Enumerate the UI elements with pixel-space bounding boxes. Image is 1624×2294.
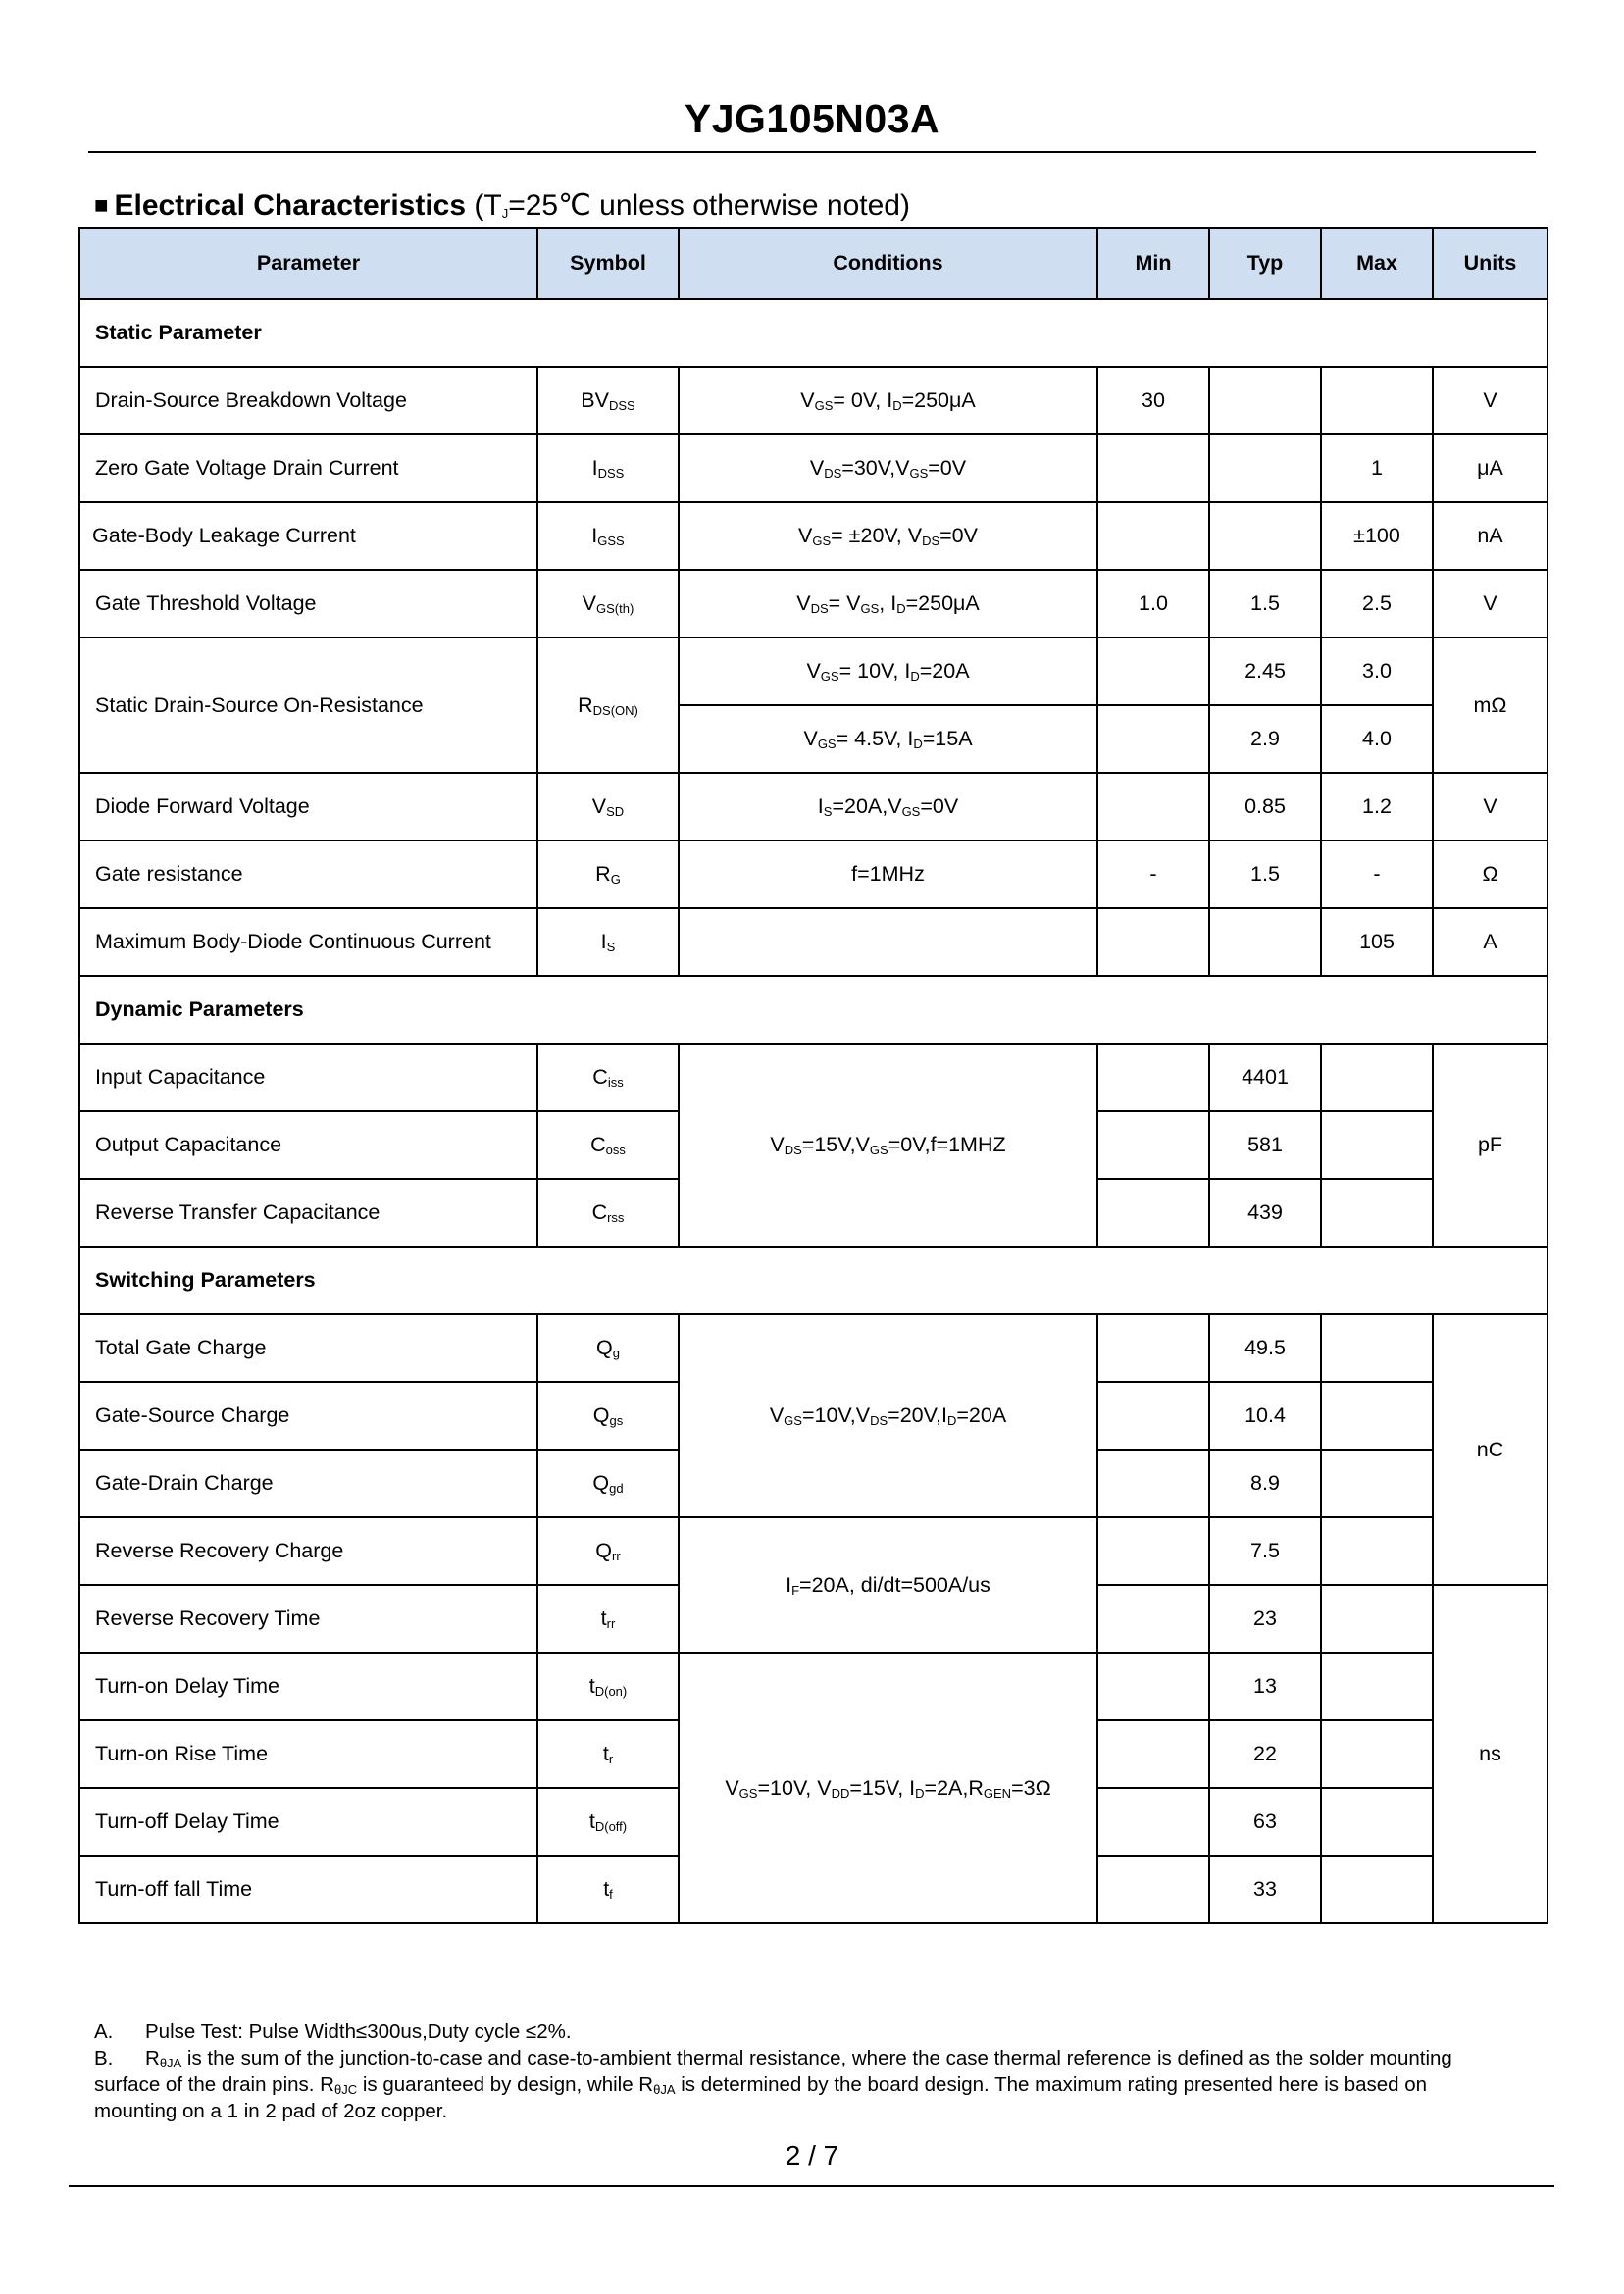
param-cell: Zero Gate Voltage Drain Current — [79, 434, 537, 502]
table-row — [79, 1653, 1548, 1720]
conditions-cell: $I_F=20A$, di/dt=500A/us — [679, 1517, 1097, 1653]
symbol-cell: $Q_g$ — [537, 1314, 679, 1382]
typ-cell: 1.5 — [1209, 841, 1321, 908]
max-cell — [1321, 1179, 1433, 1247]
footnotes — [94, 2018, 1497, 2124]
max-cell: - — [1321, 841, 1433, 908]
typ-cell — [1209, 908, 1321, 976]
table-row — [79, 1044, 1548, 1111]
min-cell — [1097, 1450, 1209, 1517]
min-cell — [1097, 1788, 1209, 1856]
table-row — [79, 434, 1548, 502]
symbol-cell: $C_{iss}$ — [537, 1044, 679, 1111]
typ-cell: 23 — [1209, 1585, 1321, 1653]
param-cell: Output Capacitance — [79, 1111, 537, 1179]
symbol-cell: $C_{rss}$ — [537, 1179, 679, 1247]
section-cond-post: =25℃ unless otherwise noted) — [508, 189, 910, 222]
symbol-cell: $C_{oss}$ — [537, 1111, 679, 1179]
section-cond-sub: J — [501, 206, 509, 221]
symbol-cell: $t_{D(off)}$ — [537, 1788, 679, 1856]
table-row — [79, 367, 1548, 434]
max-cell — [1321, 1382, 1433, 1450]
units-cell: ns — [1433, 1585, 1548, 1923]
param-cell: Turn-off fall Time — [79, 1856, 537, 1923]
min-cell — [1097, 773, 1209, 841]
page-title: YJG105N03A — [684, 96, 940, 141]
max-cell — [1321, 1450, 1433, 1517]
typ-cell: 22 — [1209, 1720, 1321, 1788]
section-cond-pre: (T — [474, 189, 502, 222]
min-cell — [1097, 1044, 1209, 1111]
symbol-cell: $I_{GSS}$ — [537, 502, 679, 570]
max-cell: 1.2 — [1321, 773, 1433, 841]
symbol-cell: $t_r$ — [537, 1720, 679, 1788]
symbol-cell: $t_{D(on)}$ — [537, 1653, 679, 1720]
units-cell: mΩ — [1433, 637, 1548, 773]
typ-cell: 63 — [1209, 1788, 1321, 1856]
typ-cell: 10.4 — [1209, 1382, 1321, 1450]
table-row — [79, 502, 1548, 570]
units-cell: A — [1433, 908, 1548, 976]
units-cell: Ω — [1433, 841, 1548, 908]
table-row — [79, 773, 1548, 841]
min-cell — [1097, 502, 1209, 570]
bullet-icon: ■ — [94, 192, 109, 219]
section-label: Dynamic Parameters — [79, 976, 1548, 1044]
conditions-cell: $I_S=20A,V_{GS}=0V$ — [679, 773, 1097, 841]
min-cell — [1097, 434, 1209, 502]
max-cell: 3.0 — [1321, 637, 1433, 705]
param-cell: Gate Threshold Voltage — [79, 570, 537, 637]
typ-cell: 33 — [1209, 1856, 1321, 1923]
max-cell: 4.0 — [1321, 705, 1433, 773]
table-row — [79, 841, 1548, 908]
typ-cell: 0.85 — [1209, 773, 1321, 841]
min-cell — [1097, 1517, 1209, 1585]
page-number: 2 / 7 — [785, 2140, 839, 2170]
footnote-a: A. Pulse Test: Pulse Width≤300us,Duty cycle ≤2%. — [94, 2020, 572, 2043]
header-units: Units — [1433, 228, 1548, 299]
typ-cell: 439 — [1209, 1179, 1321, 1247]
symbol-cell: $BV_{DSS}$ — [537, 367, 679, 434]
header-symbol: Symbol — [537, 228, 679, 299]
header-max: Max — [1321, 228, 1433, 299]
max-cell: 105 — [1321, 908, 1433, 976]
max-cell: 2.5 — [1321, 570, 1433, 637]
symbol-cell: $V_{SD}$ — [537, 773, 679, 841]
header-conditions: Conditions — [679, 228, 1097, 299]
table-row — [79, 1517, 1548, 1585]
table-header-row — [79, 228, 1548, 299]
conditions-cell — [679, 908, 1097, 976]
symbol-cell: $t_{rr}$ — [537, 1585, 679, 1653]
conditions-cell: $V_{GS}= 4.5V$, $I_D=15A$ — [679, 705, 1097, 773]
typ-cell — [1209, 434, 1321, 502]
typ-cell: 581 — [1209, 1111, 1321, 1179]
typ-cell — [1209, 367, 1321, 434]
param-cell: Gate-Source Charge — [79, 1382, 537, 1450]
param-cell: Gate resistance — [79, 841, 537, 908]
typ-cell: 13 — [1209, 1653, 1321, 1720]
symbol-cell: $Q_{gs}$ — [537, 1382, 679, 1450]
conditions-cell: $V_{GS}= \pm 20V$, $V_{DS}=0V$ — [679, 502, 1097, 570]
typ-cell: 2.9 — [1209, 705, 1321, 773]
min-cell — [1097, 705, 1209, 773]
min-cell — [1097, 1314, 1209, 1382]
symbol-cell: $V_{GS(th)}$ — [537, 570, 679, 637]
param-cell: Turn-off Delay Time — [79, 1788, 537, 1856]
typ-cell: 8.9 — [1209, 1450, 1321, 1517]
param-cell: Reverse Recovery Time — [79, 1585, 537, 1653]
min-cell — [1097, 908, 1209, 976]
footnote-b: B. $R_{\theta JA}$ is the sum of the junction-to-case and case-to-ambient thermal resistance, where the case thermal reference is defined as the solder mounting surface of the drain pins. $R_{\theta JC}$ is guaranteed by design, while $R_{\theta JA}$ is determined by the board design. The maximum rating presented here is based on mounting on a 1 in 2 pad of 2oz copper. — [94, 2047, 1452, 2122]
max-cell — [1321, 1720, 1433, 1788]
max-cell — [1321, 367, 1433, 434]
min-cell — [1097, 1856, 1209, 1923]
section-row-dynamic — [79, 976, 1548, 1044]
max-cell — [1321, 1856, 1433, 1923]
conditions-cell: $V_{GS}= 0V$, $I_D=250\mu A$ — [679, 367, 1097, 434]
units-cell: nC — [1433, 1314, 1548, 1585]
min-cell — [1097, 1179, 1209, 1247]
min-cell: 30 — [1097, 367, 1209, 434]
symbol-cell: $I_S$ — [537, 908, 679, 976]
electrical-characteristics-table — [78, 227, 1548, 1924]
section-title: Electrical Characteristics — [114, 189, 467, 222]
section-row-switching — [79, 1247, 1548, 1314]
typ-cell: 1.5 — [1209, 570, 1321, 637]
max-cell: 1 — [1321, 434, 1433, 502]
max-cell — [1321, 1314, 1433, 1382]
min-cell — [1097, 1720, 1209, 1788]
symbol-cell: $R_G$ — [537, 841, 679, 908]
conditions-cell: $V_{DS}=15V,V_{GS}=0V,f=1MHZ$ — [679, 1044, 1097, 1247]
symbol-cell: $I_{DSS}$ — [537, 434, 679, 502]
typ-cell: 49.5 — [1209, 1314, 1321, 1382]
min-cell — [1097, 1653, 1209, 1720]
param-cell: Diode Forward Voltage — [79, 773, 537, 841]
header-rule — [88, 151, 1536, 153]
units-cell: nA — [1433, 502, 1548, 570]
symbol-cell: $Q_{gd}$ — [537, 1450, 679, 1517]
param-cell: Turn-on Rise Time — [79, 1720, 537, 1788]
max-cell: ±100 — [1321, 502, 1433, 570]
max-cell — [1321, 1517, 1433, 1585]
max-cell — [1321, 1585, 1433, 1653]
conditions-cell: f=1MHz — [679, 841, 1097, 908]
conditions-cell: $V_{DS}=30V,V_{GS}=0V$ — [679, 434, 1097, 502]
typ-cell: 2.45 — [1209, 637, 1321, 705]
table-row — [79, 908, 1548, 976]
min-cell — [1097, 1382, 1209, 1450]
param-cell: Reverse Recovery Charge — [79, 1517, 537, 1585]
header-typ: Typ — [1209, 228, 1321, 299]
min-cell — [1097, 637, 1209, 705]
header-min: Min — [1097, 228, 1209, 299]
param-cell: Total Gate Charge — [79, 1314, 537, 1382]
section-label: Switching Parameters — [79, 1247, 1548, 1314]
header-parameter: Parameter — [79, 228, 537, 299]
table-row — [79, 1314, 1548, 1382]
symbol-cell: $Q_{rr}$ — [537, 1517, 679, 1585]
symbol-cell: $t_f$ — [537, 1856, 679, 1923]
param-cell: Reverse Transfer Capacitance — [79, 1179, 537, 1247]
param-cell: Gate-Body Leakage Current — [79, 502, 537, 570]
conditions-cell: $V_{GS}=10V,V_{DS}=20V,I_D=20A$ — [679, 1314, 1097, 1517]
param-cell: Maximum Body-Diode Continuous Current — [79, 908, 537, 976]
table-row — [79, 570, 1548, 637]
units-cell: μA — [1433, 434, 1548, 502]
typ-cell — [1209, 502, 1321, 570]
param-cell: Input Capacitance — [79, 1044, 537, 1111]
units-cell: V — [1433, 773, 1548, 841]
section-heading — [94, 188, 910, 223]
typ-cell: 4401 — [1209, 1044, 1321, 1111]
units-cell: pF — [1433, 1044, 1548, 1247]
param-cell: Turn-on Delay Time — [79, 1653, 537, 1720]
max-cell — [1321, 1111, 1433, 1179]
conditions-cell: $V_{DS}= V_{GS}$, $I_D=250\mu A$ — [679, 570, 1097, 637]
units-cell: V — [1433, 570, 1548, 637]
footer-rule — [69, 2185, 1554, 2187]
min-cell: 1.0 — [1097, 570, 1209, 637]
table-row — [79, 637, 1548, 705]
section-label: Static Parameter — [79, 299, 1548, 367]
param-cell: Gate-Drain Charge — [79, 1450, 537, 1517]
section-row-static — [79, 299, 1548, 367]
units-cell: V — [1433, 367, 1548, 434]
typ-cell: 7.5 — [1209, 1517, 1321, 1585]
max-cell — [1321, 1653, 1433, 1720]
max-cell — [1321, 1788, 1433, 1856]
min-cell — [1097, 1111, 1209, 1179]
param-cell: Drain-Source Breakdown Voltage — [79, 367, 537, 434]
param-cell: Static Drain-Source On-Resistance — [79, 637, 537, 773]
min-cell — [1097, 1585, 1209, 1653]
symbol-cell: $R_{DS(ON)}$ — [537, 637, 679, 773]
conditions-cell: $V_{GS}= 10V$, $I_D=20A$ — [679, 637, 1097, 705]
min-cell: - — [1097, 841, 1209, 908]
conditions-cell: $V_{GS}=10V$, $V_{DD}=15V$, $I_D=2A,R_{GEN}=3\Omega$ — [679, 1653, 1097, 1923]
max-cell — [1321, 1044, 1433, 1111]
